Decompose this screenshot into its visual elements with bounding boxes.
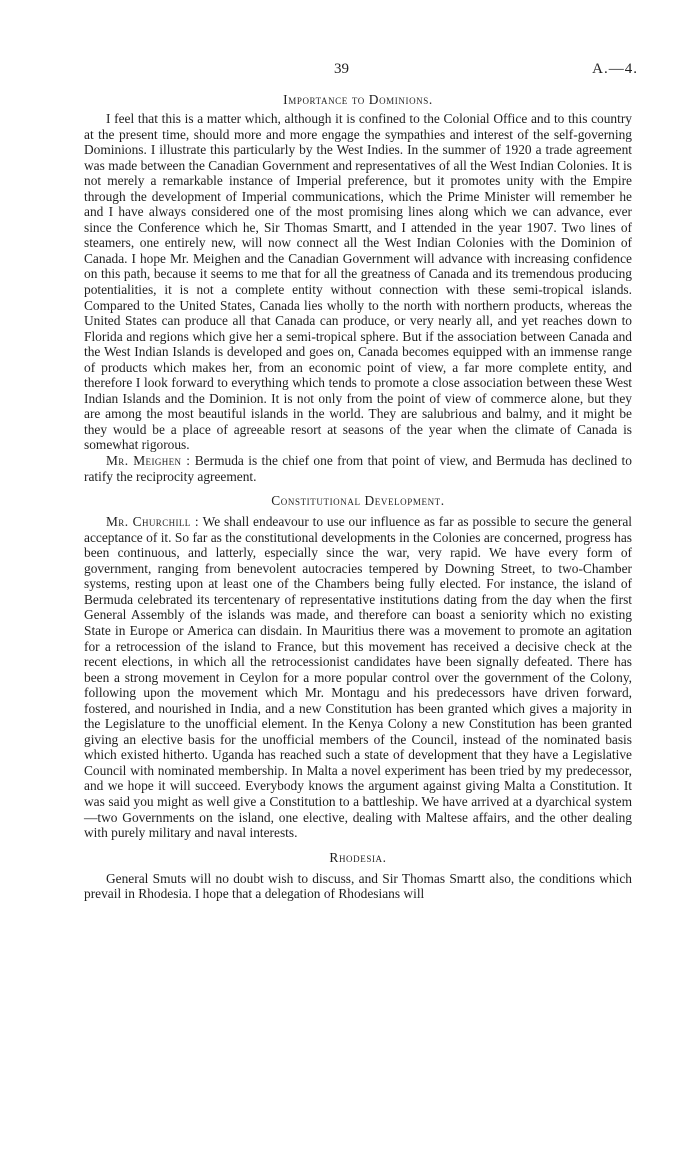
- page-number: 39: [334, 61, 349, 77]
- section-heading-importance: Importance to Dominions.: [283, 92, 433, 107]
- paragraph-text: General Smuts will no doubt wish to discuss, and Sir Thomas Smartt also, the conditions which prevail in Rhodesia. I hope that a delegation of Rhodesians will: [84, 870, 632, 902]
- paragraph-west-indies: [84, 111, 632, 453]
- running-header: [84, 58, 638, 84]
- section-heading-rhodesia: Rhodesia.: [329, 849, 387, 865]
- speaker-label: Mr. Churchill :: [106, 514, 200, 530]
- speaker-label: Mr. Meighen :: [106, 453, 191, 469]
- section-heading-constitutional: Constitutional Development.: [271, 493, 445, 509]
- document-page: [84, 58, 638, 902]
- paragraph-meighen: [84, 453, 632, 484]
- paragraph-text: Bermuda is the chief one from that point of view, and Bermuda has declined to ratify the reciprocity agreement.: [84, 453, 632, 484]
- paragraph-churchill: [84, 514, 632, 840]
- paragraph-rhodesia: [84, 871, 632, 902]
- paragraph-text: We shall endeavour to use our influence as far as possible to secure the general acceptance of it. So far as the constitutional developments in the Colonies are concerned, progress has been continuous, and latterly, especially since the war, very rapid. We have every form of government, ranging from benevolent autocracies tempered by Downing Street, to two-Chamber systems, resting upon at least one of the Chambers being fully elected. For instance, the island of Bermuda celebrated its tercentenary of representative institutions dating from the day when the first General Assembly of the islands was made, and therefore can boast a seniority which no existing State in Europe or America can disdain. In Mauritius there was a movement to promote an agitation for a retrocession of the island to France, but this movement has received a decisive check at the recent elections, in which all the retrocessionist candidates have been signally defeated. There has been a strong movement in Ceylon for a more popular control over the government of the Colony, following upon the movement which Mr. Montagu and his predecessors have driven forward, fostered, and nourished in India, and a new Constitution has been granted which gives a majority in the Legislature to the unofficial element. In the Kenya Colony a new Constitution has been granted giving an elective basis for the unofficial members of the Council, instead of the nominated basis which existed hitherto. Uganda has reached such a state of development that they have a Legislative Council with nominated membership. In Malta a novel experiment has been tried by my predecessor, and we hope it will succeed. Everybody knows the argument against giving Malta a Constitution. It was said you might as well give a Constitution to a battleship. We have arrived at a dyarchical system—two Governments on the island, one elective, dealing with Maltese affairs, and the other dealing with purely military and naval interests.: [84, 514, 632, 841]
- document-code: A.—4.: [592, 61, 638, 77]
- paragraph-text: I feel that this is a matter which, although it is confined to the Colonial Office and to this country at the present time, should more and more engage the sympathies and interest of the self-governing Dominions. I illustrate this particularly by the West Indies. In the summer of 1920 a trade agreement was made between the Canadian Government and representatives of all the West Indian Colonies. It is not merely a remarkable instance of Imperial preference, but it promotes unity with the Empire through the development of Imperial communications, which the Prime Minister will remember he and I have always considered one of the most promising lines along which we can advance, ever since the Conference which he, Sir Thomas Smartt, and I attended in the year 1907. Two lines of steamers, one entirely new, will now connect all the West Indian Colonies with the Dominion of Canada. I hope Mr. Meighen and the Canadian Government will advance with increasing confidence on this path, because it seems to me that for all the greatness of Canada and its tremendous producing potentialities, it is not a complete entity without connection with these semi-tropical islands. Compared to the United States, Canada lies wholly to the north with northern products, whereas the United States can produce all that Canada can produce, or very nearly all, and yet reaches down to Florida and regions which give her a semi-tropical sphere. But if the association between Canada and the West Indian Islands is developed and goes on, Canada becomes equipped with an immense range of products which makes her, from an economic point of view, a far more complete entity, and therefore I look forward to everything which tends to promote a close association between these West Indian Islands and the Dominion. It is not only from the point of view of commerce alone, but they are among the most beautiful islands in the world. They are salubrious and balmy, and it might be they would be a place of agreeable resort at seasons of the year when the climate of Canada is somewhat rigorous.: [84, 111, 632, 453]
